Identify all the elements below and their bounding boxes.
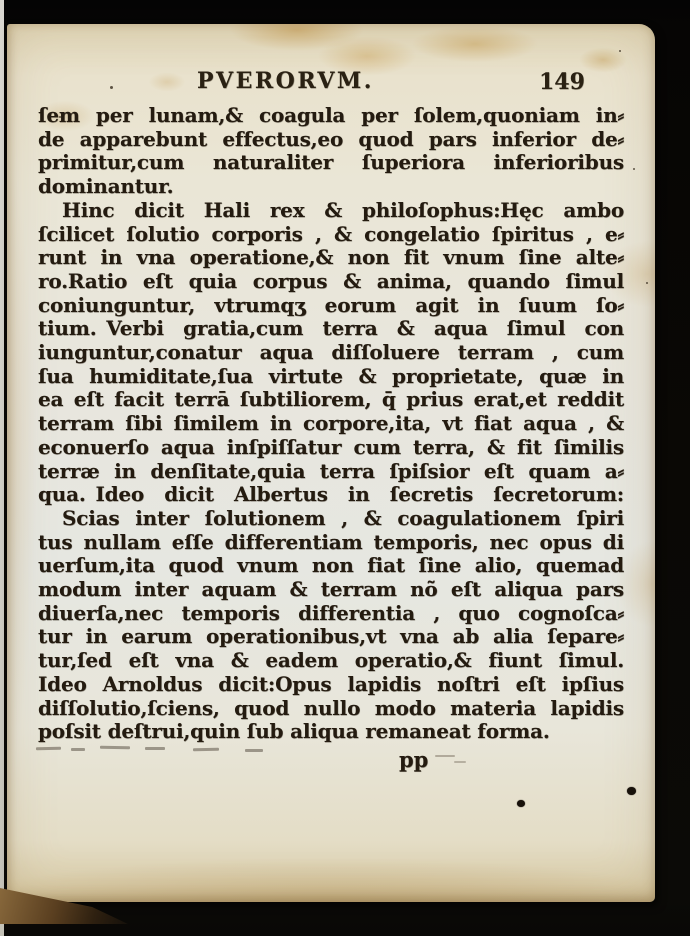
catchword-signature: pp [399,747,429,772]
body-text-block [38,104,624,744]
book-page [7,24,655,902]
text-line: diuerſa,nec temporis differentia , quo cognoſca⸗ [38,600,624,625]
text-line: primitur,cum naturaliter ſuperiora inferioribus [38,150,624,175]
text-line: uerſum,ita quod vnum non fiat ſine alio, quemad [38,553,624,578]
scanner-edge-strip [0,0,4,936]
text-line: Scias inter ſolutionem , & coagulationem ſpiri [62,505,624,530]
text-line: tium. Verbi gratia,cum terra & aqua ſimul con [38,316,624,341]
pencil-mark [36,747,61,750]
pencil-mark [71,748,85,751]
text-line: dominantur. [38,174,174,199]
text-line: qua. Ideo dicit Albertus in ſecretis ſecretorum: [38,482,624,507]
text-line: ea eſt facit terrā ſubtiliorem, q̄ prius erat,et reddit [38,387,624,412]
pencil-mark [245,749,263,752]
text-line: ſem per lunam,& coagula per ſolem,quoniam in⸗ [38,103,624,127]
text-line: tur in earum operationibus,vt vna ab alia ſepare⸗ [38,624,624,649]
text-line: modum inter aquam & terram nõ eſt aliqua pars [38,577,624,602]
text-line: diſſolutio,ſciens, quod nullo modo materia lapidis [38,695,624,720]
page-number: 149 [539,69,585,95]
text-line: Hinc dicit Hali rex & philoſophus:Hęc ambo [62,197,624,222]
text-line: ſua humiditate,ſua virtute & proprietate, quæ in [38,363,624,388]
text-line: poſsit deſtrui,quin ſub aliqua remaneat forma. [38,719,550,744]
pencil-mark [193,748,219,751]
pencil-mark [145,747,165,750]
text-line: coniunguntur, vtrumqʒ eorum agit in ſuum ſo⸗ [38,292,624,317]
text-line: Ideo Arnoldus dicit:Opus lapidis noſtri eſt ipſius [38,671,624,696]
running-title: PVERORVM. [197,68,374,94]
text-line: tus nullam eſſe differentiam temporis, nec opus di [38,529,624,554]
pencil-mark [100,746,130,749]
text-line: ſcilicet ſolutio corporis , & congelatio ſpiritus , e⸗ [38,221,624,246]
text-line: de apparebunt effectus,eo quod pars inferior de⸗ [38,126,624,151]
text-line: ro.Ratio eſt quia corpus & anima, quando ſimul [38,268,624,293]
text-line: iunguntur,conatur aqua diſſoluere terram , cum [38,340,624,365]
ink-speck [110,86,113,89]
ink-speck [619,50,621,52]
text-line: terræ in denſitate,quia terra ſpiſsior eſt quam a⸗ [38,458,624,483]
text-line: econuerſo aqua inſpiſſatur cum terra, & fit ſimilis [38,434,624,459]
text-line: tur,ſed eſt vna & eadem operatio,& fiunt ſimul. [38,648,624,673]
ink-blot [517,800,525,807]
text-line: runt in vna operatione,& non fit vnum ſine alte⸗ [38,245,624,270]
pencil-mark [454,761,466,763]
ink-speck [646,282,648,284]
ink-speck [633,168,635,170]
pencil-mark [435,755,455,757]
ink-blot [627,787,636,795]
text-line: terram ſibi ſimilem in corpore,ita, vt fiat aqua , & [38,411,624,436]
